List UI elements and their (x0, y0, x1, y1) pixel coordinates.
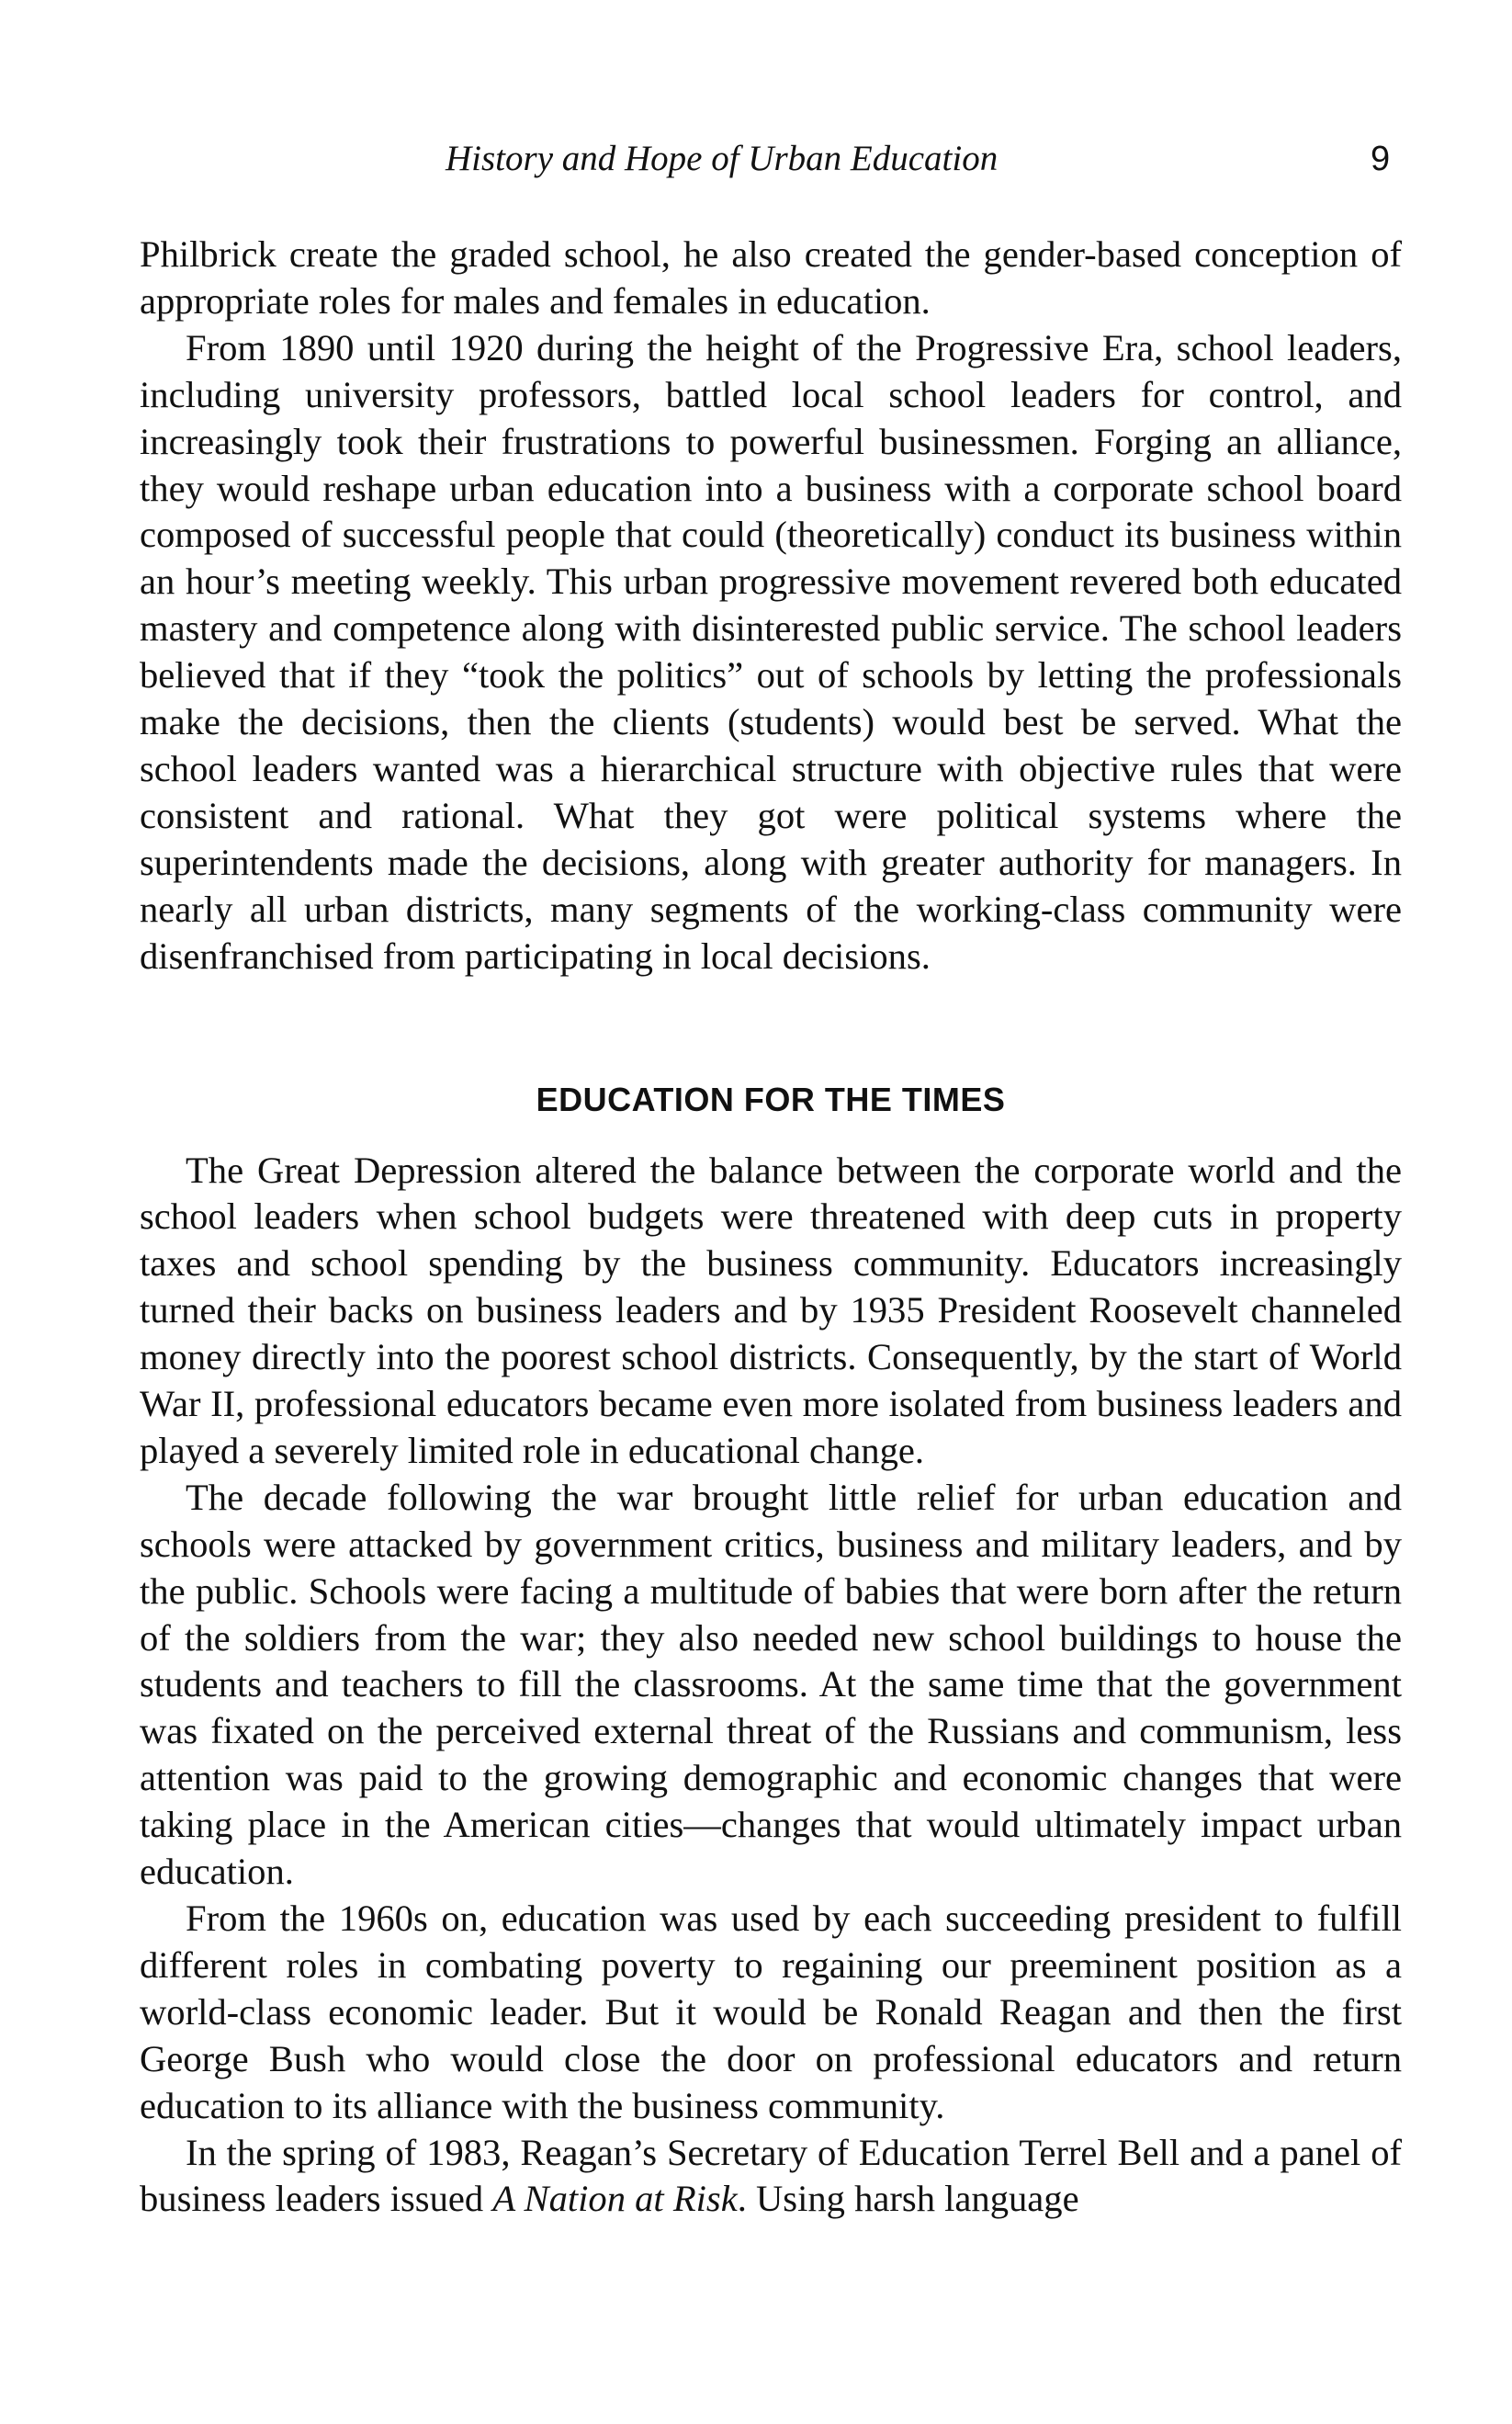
paragraph-great-depression: The Great Depression altered the balance between the corporate world and the school leaders when school budgets were threatened with deep cuts in property taxes and school spending by the business community. Educators increasingly turned their backs on business leaders and by 1935 President Roosevelt channeled money directly into the poorest school districts. Consequently, by the start of World War II, professional educators became even more isolated from business leaders and played a severely limited role in educational change. (140, 1149, 1402, 1471)
paragraph-text-start: In the spring of 1983, Reagan’s Secretary of Education Terrel Bell and a panel of business leaders issued (140, 2131, 1402, 2220)
report-title: A Nation at Risk (492, 2178, 738, 2220)
paragraph-progressive-era: From 1890 until 1920 during the height of the Progressive Era, school leaders, including university professors, battled local school leaders for control, and increasingly took their frustrations to powerful businessmen. Forging an alliance, they would reshape urban education into a business with a corporate school board composed of successful people that could (theoretically) conduct its business within an hour’s meeting weekly. This urban progressive movement revered both educated mastery and competence along with disinterested public service. The school leaders believed that if they “took the politics” out of schools by letting the professionals make the decisions, then the clients (students) would best be served. What the school leaders wanted was a hierarchical structure with objective rules that were consistent and rational. What they got were political systems where the superintendents made the decisions, along with greater authority for managers. In nearly all urban districts, many segments of the working-class community were disenfranchised from participating in local decisions. (140, 326, 1402, 977)
page-number: 9 (1371, 140, 1391, 178)
section-heading: EDUCATION FOR THE TIMES (536, 1080, 1006, 1118)
paragraph-text-end: . Using harsh language (737, 2178, 1079, 2220)
paragraph-nation-at-risk (140, 2130, 1402, 2224)
paragraph-continued: Philbrick create the graded school, he also created the gender-based conception of appropriate roles for males and females in education. (140, 233, 1402, 322)
paragraph-1960s: From the 1960s on, education was used by each succeeding president to fulfill different roles in combating poverty to regaining our preeminent position as a world-class economic leader. But it would be Ronald Reagan and then the first George Bush who would close the door on professional educators and return education to its alliance with the business community. (140, 1897, 1402, 2126)
body-text (140, 232, 1402, 2223)
running-head (0, 136, 1512, 191)
paragraph-postwar-decade: The decade following the war brought little relief for urban education and schools were attacked by government critics, business and military leaders, and by the public. Schools were facing a multitude of babies that were born after the return of the soldiers from the war; they also needed new school buildings to house the students and teachers to fill the classrooms. At the same time that the government was fixated on the perceived external threat of the Russians and communism, less attention was paid to the growing demographic and economic changes that were taking place in the American cities—changes that would ultimately impact urban education. (140, 1476, 1402, 1893)
running-title: History and Hope of Urban Education (446, 139, 999, 178)
